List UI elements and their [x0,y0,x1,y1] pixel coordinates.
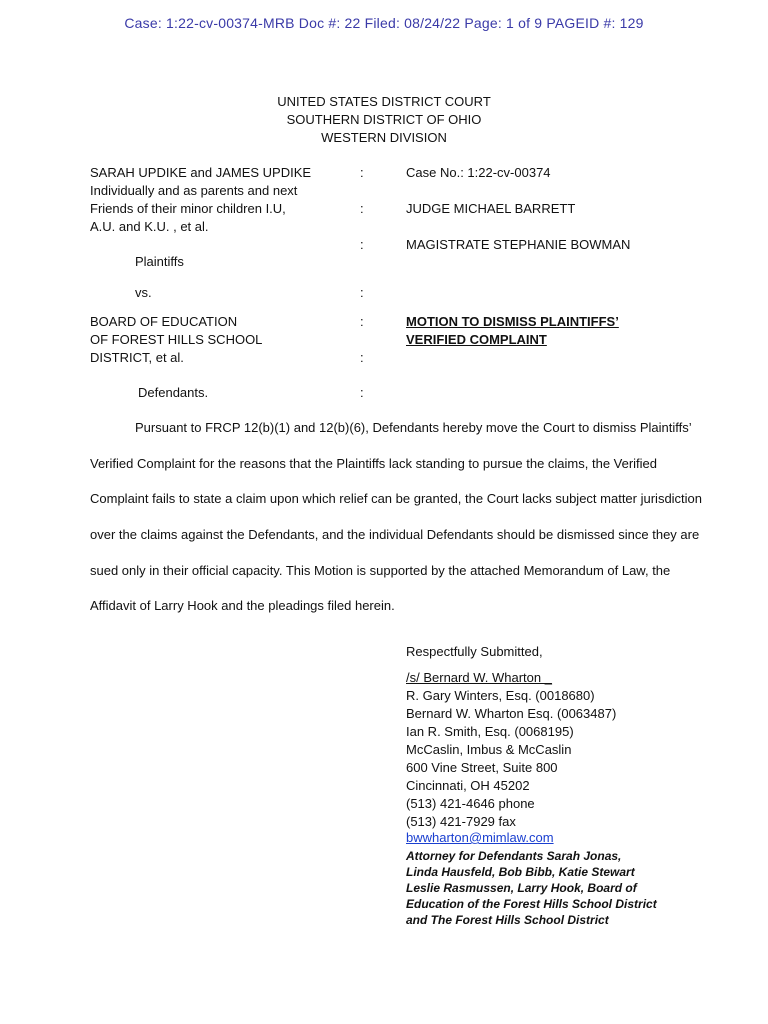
motion-title: MOTION TO DISMISS PLAINTIFFS’ [406,314,619,329]
caption-colon: : [360,165,364,180]
body-text-line: over the claims against the Defendants, and the individual Defendants should be dismissed since they are [90,527,700,542]
motion-title: VERIFIED COMPLAINT [406,332,547,347]
firm-name: McCaslin, Imbus & McCaslin [406,742,572,757]
attorney-for-line: Leslie Rasmussen, Larry Hook, Board of [406,881,637,895]
plaintiffs-label: Plaintiffs [135,254,184,269]
court-district: SOUTHERN DISTRICT OF OHIO [286,112,482,127]
attorney-for-line: Linda Hausfeld, Bob Bibb, Katie Stewart [406,865,635,879]
caption-colon: : [360,237,364,252]
defendants-label: Defendants. [138,385,209,400]
body-text-line: Pursuant to FRCP 12(b)(1) and 12(b)(6), Defendants hereby move the Court to dismiss Plaintiffs’ [135,420,692,435]
attorney-line: Bernard W. Wharton Esq. (0063487) [406,706,617,721]
attorney-for-line: Attorney for Defendants Sarah Jonas, [406,849,622,863]
closing-text: Respectfully Submitted, [406,644,543,659]
caption-colon: : [360,314,364,329]
caption-colon: : [360,385,364,400]
phone-number: (513) 421-4646 phone [406,796,535,811]
defendants-line: OF FOREST HILLS SCHOOL [90,332,263,347]
plaintiffs-line: A.U. and K.U. , et al. [90,219,209,234]
plaintiffs-line: Friends of their minor children I.U, [90,201,286,216]
judge-name: JUDGE MICHAEL BARRETT [406,201,576,216]
caption-colon: : [360,350,364,365]
defendants-line: BOARD OF EDUCATION [90,314,238,329]
body-text-line: Verified Complaint for the reasons that the Plaintiffs lack standing to pursue the claims, the Verified [90,456,658,471]
attorney-for-line: Education of the Forest Hills School District [406,897,657,911]
case-header-stamp: Case: 1:22-cv-00374-MRB Doc #: 22 Filed: 08/24/22 Page: 1 of 9 PAGEID #: 129 [124,15,644,31]
body-text-line: Complaint fails to state a claim upon which relief can be granted, the Court lacks subject matter jurisdiction [90,491,703,506]
body-text-line: Affidavit of Larry Hook and the pleadings filed herein. [90,598,395,613]
defendants-line: DISTRICT, et al. [90,350,184,365]
case-number: Case No.: 1:22-cv-00374 [406,165,551,180]
electronic-signature: /s/ Bernard W. Wharton _ [406,670,552,685]
caption-colon: : [360,285,364,300]
body-text-line: sued only in their official capacity. This Motion is supported by the attached Memorandum of Law, the [90,563,671,578]
firm-address: 600 Vine Street, Suite 800 [406,760,558,775]
court-name: UNITED STATES DISTRICT COURT [277,94,491,109]
plaintiffs-line: Individually and as parents and next [90,183,298,198]
magistrate-name: MAGISTRATE STEPHANIE BOWMAN [406,237,631,252]
plaintiffs-line: SARAH UPDIKE and JAMES UPDIKE [90,165,312,180]
caption-colon: : [360,201,364,216]
attorney-line: R. Gary Winters, Esq. (0018680) [406,688,595,703]
court-division: WESTERN DIVISION [321,130,447,145]
attorney-line: Ian R. Smith, Esq. (0068195) [406,724,574,739]
email-link[interactable]: bwwharton@mimlaw.com [406,830,554,845]
firm-city: Cincinnati, OH 45202 [406,778,530,793]
versus-label: vs. [135,285,152,300]
fax-number: (513) 421-7929 fax [406,814,516,829]
attorney-for-line: and The Forest Hills School District [406,913,609,927]
